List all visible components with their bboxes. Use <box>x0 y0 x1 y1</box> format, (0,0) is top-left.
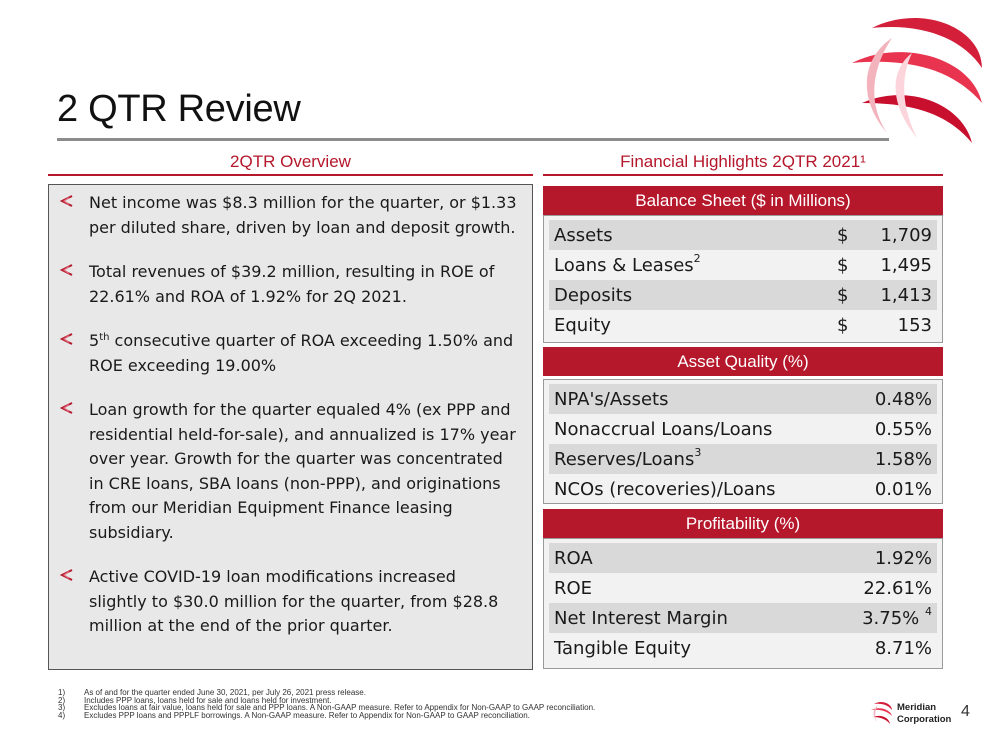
page-title: 2 QTR Review <box>57 88 301 130</box>
row-value: 1.92% <box>874 547 932 569</box>
row-value: 1,495 <box>880 254 932 276</box>
bullet-text <box>89 329 518 378</box>
table-row <box>549 250 937 280</box>
red-chevron-bullet-icon <box>59 329 89 378</box>
title-divider <box>57 138 889 141</box>
footnote: 4) Excludes PPP loans and PPPLF borrowings. A Non-GAAP measure. Refer to Appendix for Non-GAAP to GAAP reconciliation. <box>58 710 530 720</box>
footnote: 1) As of and for the quarter ended June 30, 2021, per July 26, 2021 press release. <box>58 688 366 697</box>
page-number: 4 <box>961 703 970 720</box>
bullet-text-rest: consecutive quarter of ROA exceeding 1.50% and ROE exceeding 19.00% <box>89 331 514 375</box>
overview-bullet <box>59 191 518 240</box>
row-value: 3.75% $^4$ <box>862 604 932 629</box>
highlights-heading: Financial Highlights 2QTR 2021¹ <box>620 152 866 171</box>
row-label: Reserves/Loans$^3$ <box>554 445 702 470</box>
bullet-superscript: th <box>99 332 110 343</box>
row-label: ROE <box>554 577 593 599</box>
table-row <box>549 633 937 663</box>
table-row <box>549 573 937 603</box>
bullet-prefix: 5 <box>89 331 100 350</box>
row-value: 0.55% <box>874 418 932 440</box>
profitability-header: Profitability (%) <box>543 509 943 538</box>
overview-bullet <box>59 329 518 378</box>
row-value: 0.01% <box>874 478 932 500</box>
asset-quality-table <box>543 379 943 504</box>
row-value: 1.58% <box>874 448 932 470</box>
overview-bullet <box>59 398 518 545</box>
row-value: 153 <box>897 314 932 336</box>
table-row <box>549 474 937 504</box>
bullet-text: Loan growth for the quarter equaled 4% (ex PPP and residential held-for-sale), and annualized is 17% year over year. Growth for the quarter was concentrated in CRE loans, SBA loans (non-PPP), and originations from our Meridian Equipment Finance leasing subsidiary. <box>89 400 516 542</box>
footnote: 2) Includes PPP loans, loans held for sale and loans held for investment. <box>58 695 332 705</box>
bullet-text: Net income was $8.3 million for the quarter, or $1.33 per diluted share, driven by loan and deposit growth. <box>89 193 517 237</box>
row-label: ROA <box>554 547 593 569</box>
row-currency: $ <box>837 284 849 306</box>
footnote: 3) Excludes loans at fair value, loans held for sale and PPP loans. A Non-GAAP measure. Refer to Appendix for Non-GAAP to GAAP reconciliation. <box>58 703 596 713</box>
red-chevron-bullet-icon <box>59 260 89 309</box>
profitability-table <box>543 538 943 669</box>
table-row <box>549 444 937 474</box>
meridian-logo <box>832 8 992 148</box>
table-row <box>549 310 937 340</box>
overview-panel <box>48 184 533 670</box>
row-value: 8.71% <box>874 637 932 659</box>
table-row <box>549 414 937 444</box>
row-value: 0.48% <box>874 388 932 410</box>
asset-quality-header: Asset Quality (%) <box>543 347 943 376</box>
row-value: 22.61% <box>863 577 932 599</box>
overview-bullet <box>59 260 518 309</box>
table-row <box>549 220 937 250</box>
highlights-heading-rule <box>543 174 943 176</box>
row-label: Loans & Leases$^2$ <box>554 251 701 276</box>
red-chevron-bullet-icon <box>59 398 89 545</box>
balance-sheet-table <box>543 215 943 343</box>
footnotes <box>58 689 595 719</box>
overview-heading: 2QTR Overview <box>230 152 351 171</box>
row-value: 1,709 <box>880 224 932 246</box>
bullet-text: Total revenues of $39.2 million, resulting in ROE of 22.61% and ROA of 1.92% for 2Q 2021. <box>89 262 495 306</box>
row-value: 1,413 <box>880 284 932 306</box>
bullet-text: Active COVID-19 loan modifications increased slightly to $30.0 million for the quarter, from $28.8 million at the end of the prior quarter. <box>89 567 499 635</box>
red-chevron-bullet-icon <box>59 565 89 639</box>
row-label: Nonaccrual Loans/Loans <box>554 418 773 440</box>
row-label: Equity <box>554 314 611 336</box>
row-label: NPA's/Assets <box>554 388 669 410</box>
overview-heading-rule <box>48 174 533 176</box>
row-currency: $ <box>837 254 849 276</box>
overview-bullet <box>59 565 518 639</box>
row-label: Assets <box>554 224 613 246</box>
balance-sheet-header: Balance Sheet ($ in Millions) <box>543 186 943 215</box>
row-label: Net Interest Margin <box>554 607 728 629</box>
row-currency: $ <box>837 314 849 336</box>
table-row <box>549 280 937 310</box>
row-currency: $ <box>837 224 849 246</box>
brand-name: Meridian Corporation <box>897 702 952 725</box>
table-row <box>549 543 937 573</box>
meridian-small-logo-icon <box>868 700 894 726</box>
red-chevron-bullet-icon <box>59 191 89 240</box>
table-row <box>549 603 937 633</box>
row-label: NCOs (recoveries)/Loans <box>554 478 776 500</box>
row-label: Tangible Equity <box>554 637 692 659</box>
table-row <box>549 384 937 414</box>
row-label: Deposits <box>554 284 633 306</box>
